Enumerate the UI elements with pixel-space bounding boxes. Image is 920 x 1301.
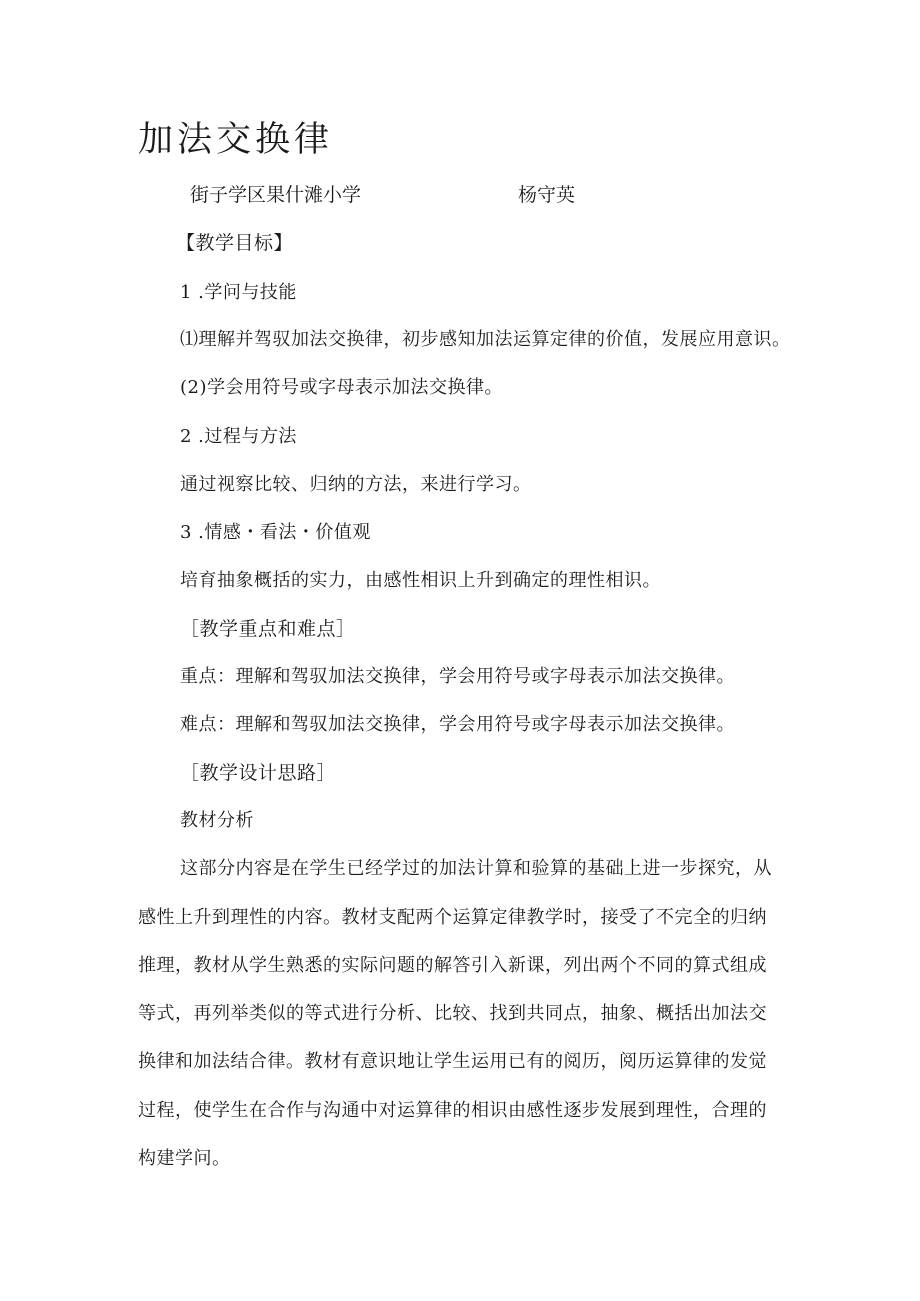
objective-2-heading: 2 .过程与方法 <box>180 426 297 447</box>
key-point: 重点：理解和驾驭加法交换律，学会用符号或字母表示加法交换律。 <box>180 666 735 687</box>
design-heading: ［教学设计思路］ <box>180 762 337 784</box>
analysis-paragraph-line: 等式，再列举类似的等式进行分析、比较、找到共同点，抽象、概括出加法交 <box>138 1003 767 1024</box>
analysis-paragraph-line: 换律和加法结合律。教材有意识地让学生运用已有的阅历，阅历运算律的发觉 <box>138 1051 767 1072</box>
objective-3-text: 培育抽象概括的实力，由感性相识上升到确定的理性相识。 <box>180 570 661 591</box>
analysis-heading: 教材分析 <box>180 810 254 831</box>
analysis-paragraph-line: 构建学问。 <box>138 1148 231 1169</box>
analysis-paragraph-line: 这部分内容是在学生已经学过的加法计算和验算的基础上进一步探究，从 <box>180 858 772 879</box>
objective-1-heading: 1 .学问与技能 <box>180 282 297 303</box>
objectives-heading: 【教学目标】 <box>176 232 294 254</box>
document-title: 加法交换律 <box>138 120 334 160</box>
analysis-paragraph-line: 感性上升到理性的内容。教材支配两个运算定律教学时，接受了不完全的归纳 <box>138 907 767 928</box>
author-name: 杨守英 <box>518 184 576 206</box>
objective-1-item-2: (2)学会用符号或字母表示加法交换律。 <box>180 377 503 398</box>
analysis-paragraph-line: 过程，使学生在合作与沟通中对运算律的相识由感性逐步发展到理性，合理的 <box>138 1100 767 1121</box>
objective-2-text: 通过视察比较、归纳的方法，来进行学习。 <box>180 474 532 495</box>
school-name: 街子学区果什滩小学 <box>190 184 362 206</box>
objective-3-heading: 3 .情感・看法・价值观 <box>180 522 371 543</box>
key-points-heading: ［教学重点和难点］ <box>180 618 356 640</box>
objective-1-item-1: ⑴理解并驾驭加法交换律，初步感知加法运算定律的价值，发展应用意识。 <box>180 329 791 350</box>
difficult-point: 难点：理解和驾驭加法交换律，学会用符号或字母表示加法交换律。 <box>180 714 735 735</box>
analysis-paragraph-line: 推理，教材从学生熟悉的实际问题的解答引入新课，列出两个不同的算式组成 <box>138 955 767 976</box>
